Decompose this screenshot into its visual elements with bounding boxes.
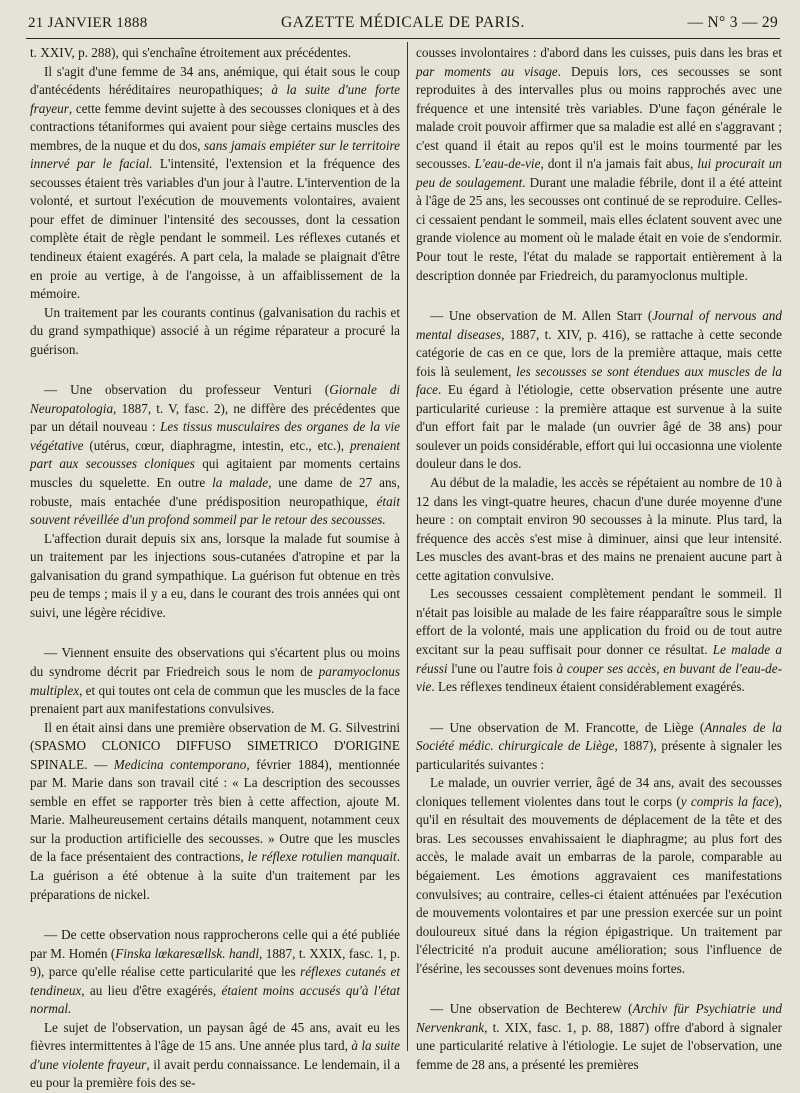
header-rule bbox=[26, 38, 780, 39]
italic-text: les secousses se sont étendues aux muscles de la face bbox=[416, 363, 783, 398]
running-header bbox=[28, 12, 778, 34]
italic-text: Giornale di Neuropatologia, bbox=[30, 382, 400, 416]
issue-date: 21 JANVIER 1888 bbox=[28, 14, 148, 31]
paragraph bbox=[416, 1000, 782, 1074]
text-run: — Viennent ensuite des observations qui s'écartent plus ou moins du syndrome décrit par Friedreich sous le nom de bbox=[30, 645, 400, 679]
paragraph bbox=[416, 585, 782, 696]
paragraph bbox=[416, 474, 782, 585]
italic-text: réflexes cutanés et tendineux bbox=[30, 964, 400, 998]
text-run: Il s'agit d'une femme de 34 ans, anémique, qui était sous le coup d'antécédents héréditaires neuropathiques; bbox=[30, 63, 400, 98]
text-run: Un traitement par les courants continus (galvanisation du rachis et du grand sympathique) associé à un régime réparateur a procuré la guérison. bbox=[30, 304, 400, 357]
italic-text: à la suite d'une violente frayeur bbox=[30, 1038, 400, 1072]
text-run: Le malade, un ouvrier verrier, âgé de 34 ans, avait des secousses cloniques tellement violentes dans tout le corps ( bbox=[416, 775, 782, 809]
italic-text: le réflexe rotulien manquait bbox=[247, 849, 397, 865]
text-run: . Les réflexes tendineux étaient considérablement exagérés. bbox=[431, 679, 745, 695]
text-run: L'affection durait depuis six ans, lorsque la malade fut soumise à un traitement par les injections sous-cutanées d'atropine et par la galvanisation du grand sympathique. La guérison fut obtenue en très peu de temps ; mais il y a eu, dans le courant des trois années qui ont suivi, une légère récidive. bbox=[30, 530, 400, 620]
text-run: , 1887, t. XIV, p. 416), se rattache à cette seconde catégorie de cas en ce que, lors de la première attaque, mais cette fois là seulement, bbox=[416, 326, 782, 379]
text-run: t. XXIV, p. 288), qui s'enchaîne étroitement aux précédentes. bbox=[30, 45, 352, 60]
italic-text: à couper ses accès, en buvant de l'eau-de-vie bbox=[416, 660, 782, 695]
text-run: , février 1884), mentionnée par M. Marie dans son travail cité : « La description des secousses semble en effet se rapporter très bien à cette affection, ajoute M. Marie. Malheureusement certains détails manquent, notamment ceux sur la production artificielle des secousses. » Outre que les muscles de la face présentaient des contractions, bbox=[30, 756, 400, 865]
paragraph bbox=[416, 774, 782, 978]
italic-text: Annales de la Société médic. chirurgicale de Liège bbox=[416, 719, 782, 754]
paragraph bbox=[416, 44, 782, 285]
italic-text: L'eau-de-vie bbox=[474, 156, 541, 172]
paragraph bbox=[30, 63, 400, 304]
text-run: (utérus, cœur, diaphragme, intestin, etc., etc.), bbox=[83, 437, 350, 453]
text-run: l'une ou l'autre fois bbox=[447, 660, 557, 676]
text-run: Les secousses cessaient complètement pendant le sommeil. Il n'était pas loisible au malade de les faire réapparaître sous le simple effort de la volonté, mais une application du froid ou de tout autre excitant sur la peau suffisait pour donner ce résultat. bbox=[416, 586, 782, 657]
text-run: , au lieu d'être exagérés, bbox=[81, 982, 222, 998]
italic-text: la malade bbox=[212, 475, 269, 491]
text-run: qui agitaient par moments certains muscles du squelette. En outre bbox=[30, 456, 400, 491]
paragraph bbox=[30, 719, 400, 904]
italic-text: par moments au visage bbox=[416, 63, 558, 79]
text-run: SPASMO CLONICO DIFFUSO SIMETRICO D'ORIGINE SPINALE bbox=[30, 738, 400, 772]
journal-title: GAZETTE MÉDICALE DE PARIS. bbox=[280, 14, 526, 31]
italic-text: sans jamais empiéter sur le territoire innervé par le facial. bbox=[30, 137, 400, 172]
italic-text: était souvent réveillée d'un profond sommeil par le retour des secousses. bbox=[30, 493, 400, 528]
italic-text: étaient moins accusés qu'à l'état normal. bbox=[30, 982, 401, 1017]
text-run: , dont il n'a jamais fait abus, bbox=[540, 156, 698, 172]
text-run: — De cette observation nous rapprocherons celle qui a été publiée par M. Homén ( bbox=[30, 927, 400, 961]
paragraph bbox=[30, 530, 400, 623]
italic-text: Journal of nervous and mental diseases bbox=[416, 308, 782, 342]
italic-text: Finska lœkaresællsk. handl bbox=[115, 945, 260, 961]
column-divider bbox=[407, 42, 408, 1051]
paragraph bbox=[30, 1019, 400, 1093]
paragraph bbox=[30, 644, 400, 718]
paragraph bbox=[30, 304, 400, 360]
text-run: , et qui toutes ont cela de commun que les muscles de la face prenaient part aux manifestations convulsives. bbox=[30, 682, 400, 717]
text-run: — Une observation du professeur Venturi ( bbox=[44, 382, 330, 398]
text-run: . Durant une maladie fébrile, dont il a été atteint à l'âge de 25 ans, les secousses ont continué de se reproduire. Celles-ci cessaient pendant le sommeil, mais elles éclatent souvent avec une grande violence au moment où le malade était en voie de s'endormir. Pour tout le reste, l'état du malade se rapportait entièrement à la description donnée par Friedreich, du paramyoclonus multiple. bbox=[416, 174, 783, 283]
text-run: cousses involontaires : d'abord dans les cuisses, puis dans les bras et bbox=[416, 45, 782, 60]
text-run: . — bbox=[84, 756, 114, 772]
paragraph bbox=[30, 44, 400, 63]
issue-page-number: — N° 3 — 29 bbox=[687, 14, 778, 31]
text-run: , cette femme devint sujette à des secousses cloniques et à des contractions tétaniformes qui avaient pour siège certains muscles des membres, de la nuque et du dos, bbox=[30, 100, 400, 153]
italic-text: Le malade a réussi bbox=[416, 641, 782, 676]
text-run: — Une observation de Bechterew ( bbox=[430, 1001, 633, 1017]
left-column bbox=[30, 44, 401, 1091]
italic-text: y compris la face bbox=[680, 793, 775, 809]
text-run: , il avait perdu connaissance. Le lendemain, il a eu pour la première fois des se- bbox=[30, 1056, 400, 1091]
text-run: , 1887, t. XXIX, fasc. 1, p. 9), parce qu'elle réalise cette particularité que les bbox=[30, 945, 401, 980]
text-run: , t. XIX, fasc. 1, p. 88, 1887) offre d'abord à signaler une particularité relative à l'étiologie. Le sujet de l'observation, une femme de 28 ans, a présenté les premières bbox=[416, 1019, 782, 1072]
text-run: . Depuis lors, ces secousses se sont reproduites à des intervalles plus ou moins rapprochés avec une fréquence et une intensité très variables. D'une façon générale le malade croit pouvoir affirmer que sa maladie est allé en s'aggravant ; c'est quand il était au repos qu'il est le moins tourmenté par les secousses. bbox=[416, 63, 782, 172]
text-run: 1887, t. V, fasc. 2), ne diffère des précédentes que par un détail nouveau : bbox=[30, 400, 400, 435]
text-run: L'intensité, l'extension et la fréquence des secousses étaient très variables d'un jour à l'autre. L'intervention de la volonté, et surtout l'exécution de mouvements volontaires, avaient pour effet de diminuer l'intensité des secousses, dont la cessation complète était de règle pendant le sommeil. Les réflexes cutanés et tendineux étaient exagérés. A part cela, la malade se plaignait d'être en proie au vertige, à de l'angoisse, à un affaiblissement de la mémoire. bbox=[30, 156, 400, 302]
paragraph bbox=[416, 307, 782, 474]
text-run: . La guérison a été obtenue à la suite d'un traitement par les préparations de nickel. bbox=[30, 849, 400, 902]
italic-text: prenaient part aux secousses cloniques bbox=[30, 437, 400, 472]
text-run: Il en était ainsi dans une première observation de M. G. Silvestrini ( bbox=[30, 719, 400, 754]
text-run: Le sujet de l'observation, un paysan âgé de 45 ans, avait eu les fièvres intermittentes à l'âge de 15 ans. Une année plus tard, bbox=[30, 1019, 400, 1054]
italic-text: Archiv für Psychiatrie und Nervenkrank bbox=[416, 1001, 782, 1035]
paragraph bbox=[30, 926, 400, 1019]
italic-text: à la suite d'une forte frayeur bbox=[30, 82, 400, 116]
paragraph bbox=[30, 381, 400, 529]
italic-text: Les tissus musculaires des organes de la vie végétative bbox=[30, 419, 400, 453]
text-run: — Une observation de M. Francotte, de Liège ( bbox=[430, 719, 705, 735]
paragraph bbox=[416, 719, 782, 775]
italic-text: lui procurait un peu de soulagement bbox=[416, 156, 782, 190]
italic-text: paramyoclonus multiplex bbox=[30, 663, 400, 698]
text-run: . Eu égard à l'étiologie, cette observation présente une autre particularité curieuse : la première attaque est survenue à la suite d'un effort fait par le malade (un ouvrier âgé de 38 ans) pour soulever un poids considérable, effort qui lui occasionna une violente douleur dans le dos. bbox=[416, 382, 782, 472]
text-run: , 1887), présente à signaler les particularités suivantes : bbox=[416, 738, 782, 772]
right-column bbox=[416, 44, 783, 1072]
text-run: Au début de la maladie, les accès se répétaient au nombre de 10 à 12 dans les vingt-quatre heures, chacun d'une durée moyenne d'une heure : on comptait environ 90 secousses à la minute. Plus tard, la fréquence des accès s'est mise à diminuer, ainsi que leur intensité. Les muscles des avant-bras et des mains ne prenaient aucune part à cette agitation convulsive. bbox=[416, 475, 782, 583]
text-run: — Une observation de M. Allen Starr ( bbox=[430, 308, 653, 324]
text-run: ), qu'il en résultait des mouvements de déplacement de la tête et des bras. Les secousses envahissaient le diaphragme; au plus fort des accès, le malade avait un embarras de la parole, comparable au bégaiement. Les émotions aggravaient ces manifestations convulsives; au contraire, celles-ci étaient atténuées par l'exécution de mouvements volontaires et par une pression exercée sur un point douloureux situé dans la région épigastrique. Un traitement par l'électricité n'a produit aucune amélioration; sous l'influence de l'ésérine, les secousses sont devenues moins fortes. bbox=[416, 793, 782, 976]
italic-text: Medicina contemporano bbox=[113, 756, 247, 772]
text-run: , une dame de 27 ans, robuste, mais entachée d'une prédisposition neuropathique, bbox=[30, 475, 400, 509]
